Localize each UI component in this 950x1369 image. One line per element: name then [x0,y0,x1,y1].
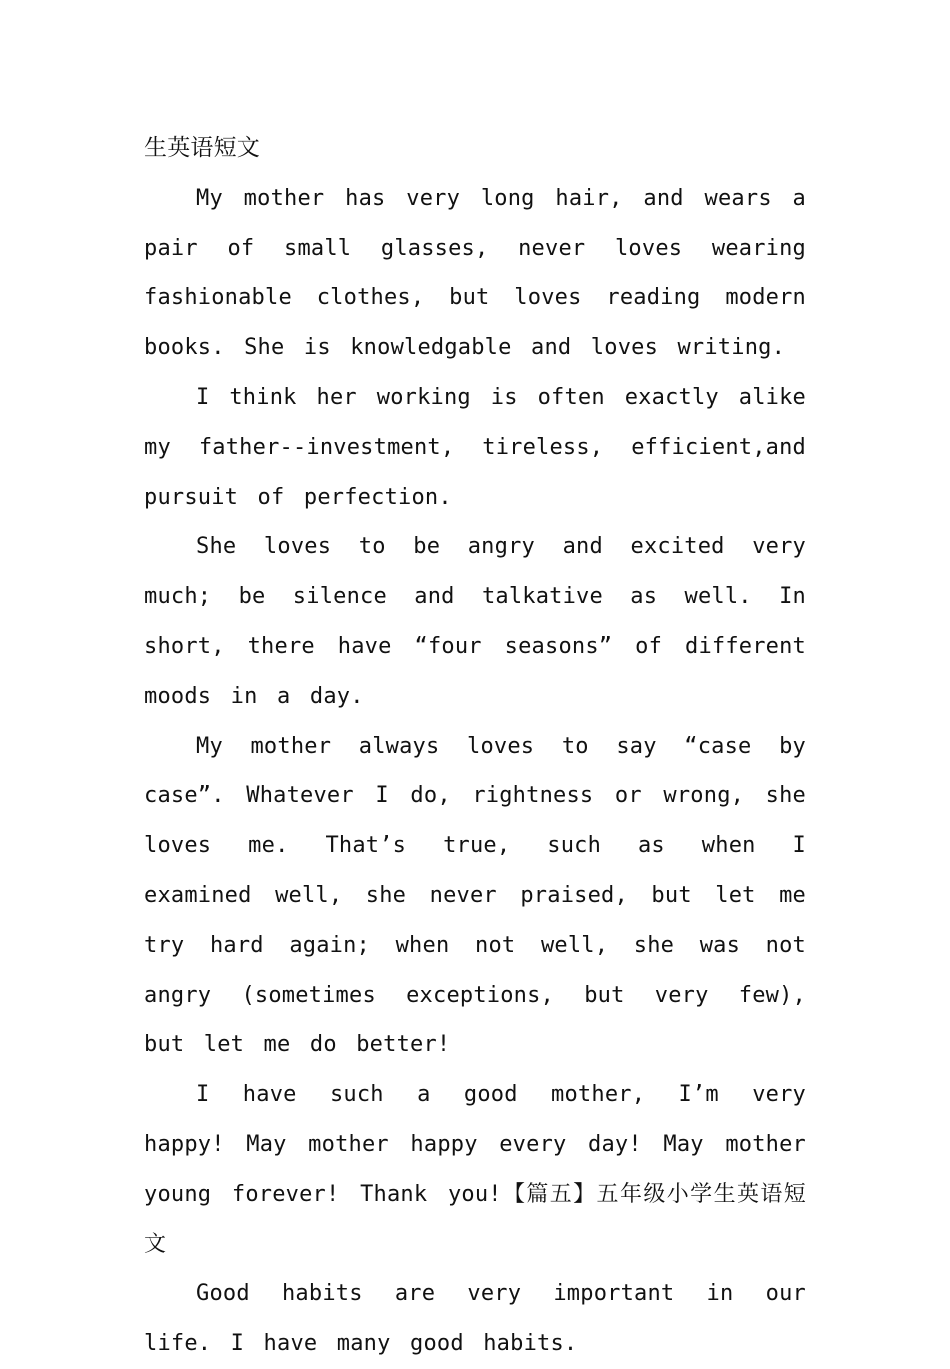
paragraph-1: My mother has very long hair, and wears a pair of small glasses, never loves wearing fashionable clothes, but loves reading modern books. She is knowledgable and loves writing. [144,185,806,361]
paragraph-5: I have such a good mother, I’m very happy! May mother happy every day! May mother young forever! Thank you!【篇五】五年级小学生英语短文 [144,1082,806,1257]
paragraph-4: My mother always loves to say “case by case”. Whatever I do, rightness or wrong, she loves me. That’s true, such as when I examined well, she never praised, but let me try hard again; when not well, she was not angry (sometimes exceptions, but very few), but let me do better! [144,733,806,1058]
document-page [144,124,806,1369]
paragraph-3: She loves to be angry and excited very much; be silence and talkative as well. In short, there have “four seasons” of different moods in a day. [144,534,806,709]
paragraph-6: Good habits are very important in our life. I have many good habits. [144,1281,806,1357]
paragraph-2: I think her working is often exactly alike my father--investment, tireless, efficient,and pursuit of perfection. [144,384,806,510]
section-heading: 生英语短文 [144,135,260,161]
